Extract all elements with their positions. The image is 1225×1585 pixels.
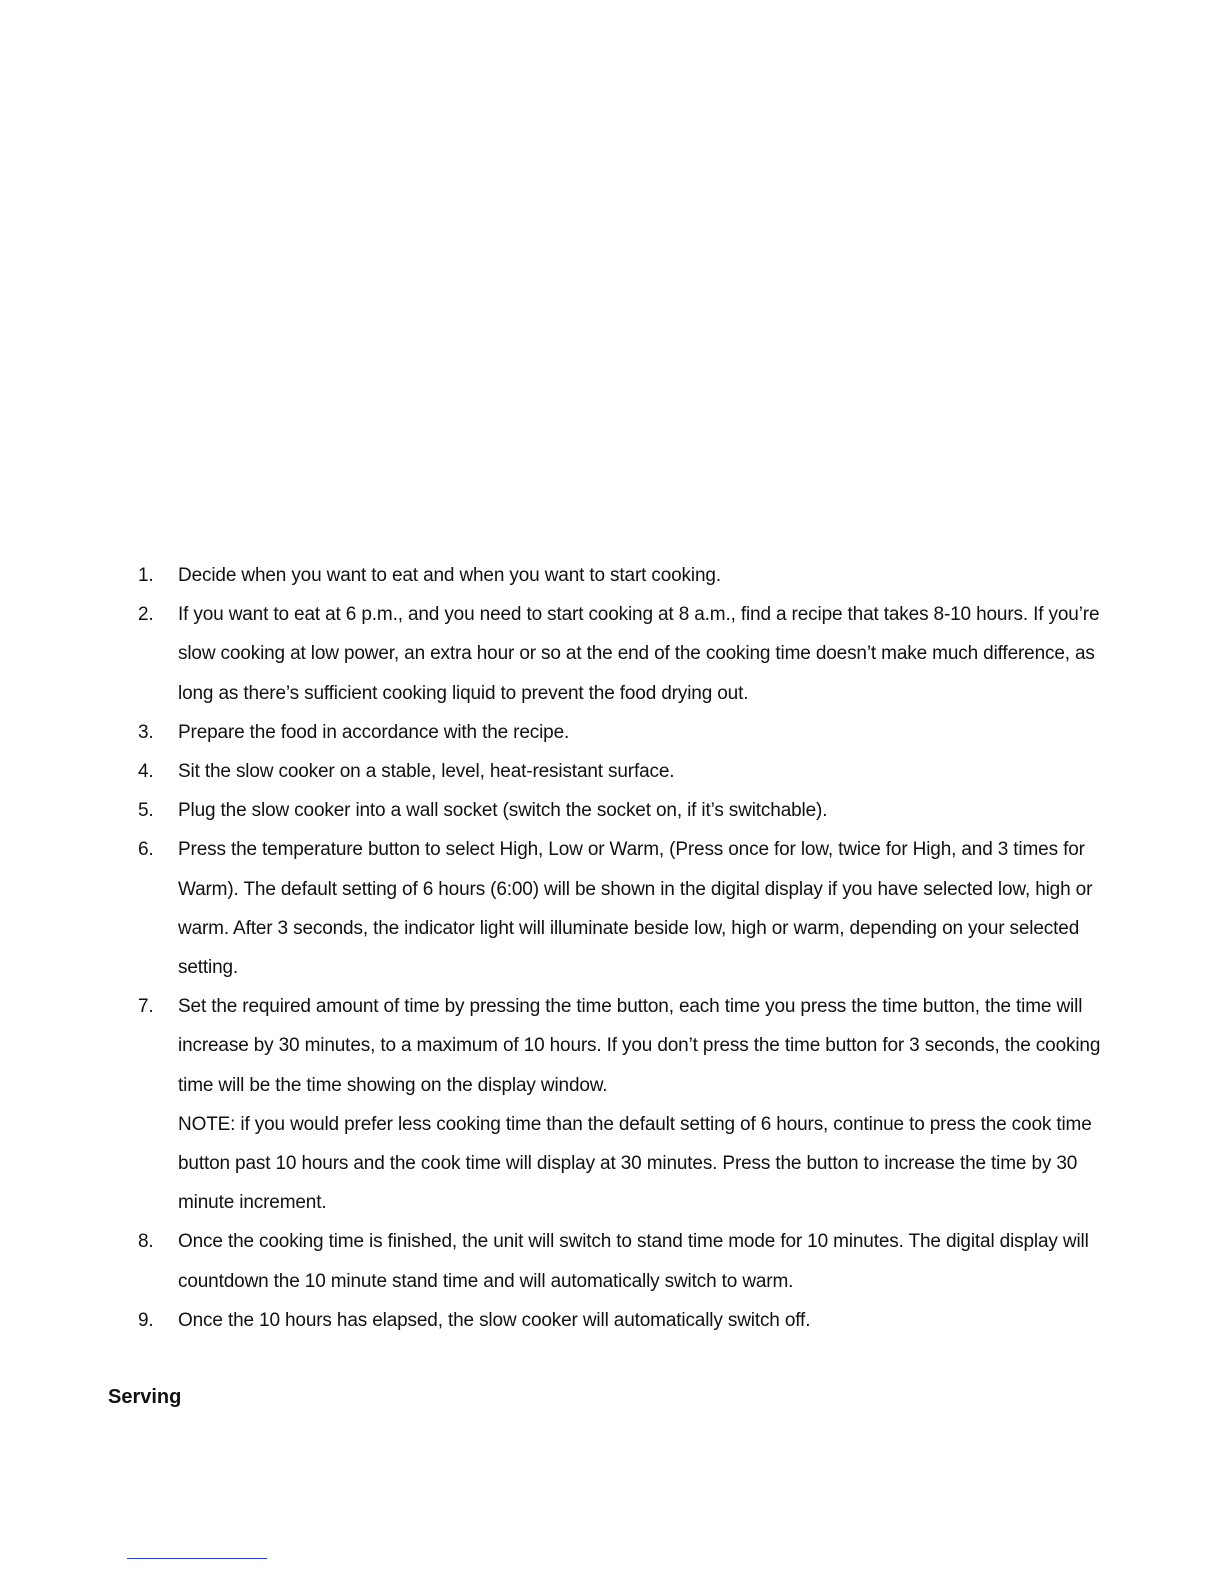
step-text: Press the temperature button to select High, Low or Warm, (Press once for low, twice for High, and 3 times for Warm). The default setting of 6 hours (6:00) will be shown in the digital display if you have selected low, high or warm. After 3 seconds, the indicator light will illuminate beside low, high or warm, depending on your selected setting.: [178, 839, 1093, 979]
step-text: Prepare the food in accordance with the recipe.: [178, 721, 570, 743]
step-item-2: [138, 595, 1118, 713]
step-item-6: [138, 830, 1118, 987]
step-text: Once the 10 hours has elapsed, the slow cooker will automatically switch off.: [178, 1309, 811, 1331]
step-item-3: [138, 713, 1118, 752]
step-number: 3.: [138, 721, 154, 743]
step-text: Sit the slow cooker on a stable, level, heat-resistant surface.: [178, 761, 675, 783]
step-item-7: [138, 987, 1118, 1222]
step-number: 4.: [138, 761, 154, 783]
instruction-steps-list: [138, 556, 1118, 1340]
footnote-divider: [127, 1558, 267, 1559]
step-text: Decide when you want to eat and when you want to start cooking.: [178, 565, 721, 586]
step-number: 9.: [138, 1309, 154, 1331]
step-number: 2.: [138, 604, 154, 626]
step-number: 7.: [138, 996, 154, 1018]
step-item-4: [138, 752, 1118, 791]
step-body: [178, 987, 1118, 1222]
step-text: Once the cooking time is finished, the unit will switch to stand time mode for 10 minutes. The digital display will countdown the 10 minute stand time and will automatically switch to warm.: [178, 1231, 1089, 1292]
step-text: Set the required amount of time by pressing the time button, each time you press the time button, the time will increase by 30 minutes, to a maximum of 10 hours. If you don’t press the time button for 3 seconds, the cooking time will be the time showing on the display window.: [178, 996, 1101, 1096]
step-item-8: [138, 1222, 1118, 1300]
step-item-9: [138, 1301, 1118, 1340]
step-text: Plug the slow cooker into a wall socket (switch the socket on, if it’s switchable).: [178, 800, 828, 822]
step-item-5: [138, 791, 1118, 830]
step-note: NOTE: if you would prefer less cooking time than the default setting of 6 hours, continue to press the cook time button past 10 hours and the cook time will display at 30 minutes. Press the button to increase the time by 30 minute increment.: [178, 1113, 1092, 1214]
step-number: 1.: [138, 565, 154, 586]
step-number: 5.: [138, 800, 154, 822]
step-number: 8.: [138, 1231, 154, 1253]
step-text: If you want to eat at 6 p.m., and you need to start cooking at 8 a.m., find a recipe that takes 8-10 hours. If you’re slow cooking at low power, an extra hour or so at the end of the cooking time doesn’t make much difference, as long as there’s sufficient cooking liquid to prevent the food drying out.: [178, 604, 1100, 704]
step-item-1: [138, 556, 1118, 595]
step-number: 6.: [138, 839, 154, 861]
serving-heading: Serving: [108, 1386, 182, 1408]
